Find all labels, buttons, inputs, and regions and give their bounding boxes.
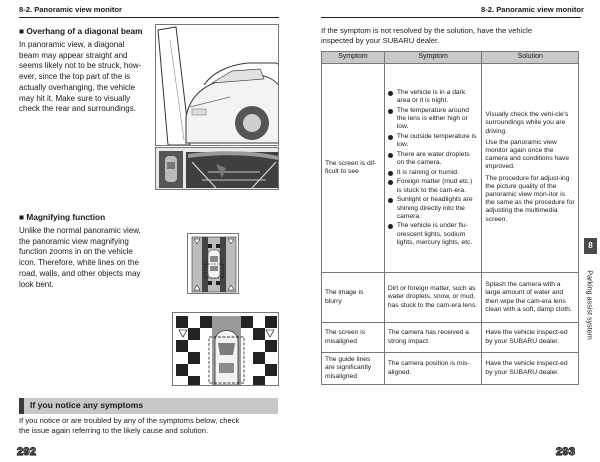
overhang-title-text: Overhang of a diagonal beam <box>26 26 143 36</box>
magnify-line: the panoramic view magnifying <box>19 236 129 246</box>
symptom-cell: The guide lines are significantly misaligned <box>322 353 385 385</box>
solution-paragraph: The procedure for adjust-ing the picture quality of the panoramic view mon-itor is the same as the procedure for adjusting the multimedia screen. <box>485 174 575 223</box>
solution-paragraph: Visually check the vehi-cle's surroundings while you are driving. <box>485 111 569 135</box>
solution-cell <box>482 64 579 273</box>
overhang-line: beam may appear straight and <box>19 50 128 60</box>
notice-line: If you notice or are troubled by any of the symptoms below, check <box>19 416 240 425</box>
chapter-tab: 8 <box>584 238 597 254</box>
diagonal-beam-illustration <box>155 24 279 146</box>
table-row <box>322 64 579 273</box>
magnify-line: icon. Therefore, white lines on the <box>19 258 139 268</box>
table-header-cell: Symptom <box>384 52 482 64</box>
cause-list <box>388 89 479 247</box>
overhang-paragraph <box>19 40 159 115</box>
cause-item: The temperature around the lens is either high or low. <box>388 107 479 132</box>
symptom-cell: The image is blurry <box>322 273 385 323</box>
overhang-line: In panoramic view, a diagonal <box>19 40 125 49</box>
magnify-line: function zooms in on the vehicle <box>19 247 133 257</box>
magnify-section-title: ■ Magnifying function <box>19 212 106 222</box>
cause-item: Sunlight or headlights are shining directly into the camera. <box>388 196 479 221</box>
right-page-header: 8-2. Panoramic view monitor <box>481 5 584 14</box>
magnify-paragraph <box>19 226 164 290</box>
overhang-line: actually overhanging, the vehicle <box>19 82 136 92</box>
notice-section-bar <box>19 398 278 414</box>
intro-line: If the symptom is not resolved by the solution, have the vehicle <box>321 26 533 35</box>
table-row <box>322 323 579 353</box>
cause-cell: The camera position is mis-aligned. <box>384 353 482 385</box>
symptom-cell: The screen is dif-ficult to see <box>322 64 385 273</box>
camera-view-illustration <box>155 147 279 190</box>
cause-item: Foreign matter (mud etc.) is stuck to the cam-era. <box>388 178 479 194</box>
cause-item: The outside temperature is low. <box>388 133 479 149</box>
right-intro-paragraph <box>321 26 583 46</box>
left-page-header: 8-2. Panoramic view monitor <box>19 5 122 14</box>
symptom-cell: The screen is misaligned <box>322 323 385 353</box>
right-header-rule <box>321 17 581 18</box>
cause-cell: The camera has received a strong impact. <box>384 323 482 353</box>
notice-paragraph <box>19 416 281 436</box>
table-header-cell: Solution <box>482 52 579 64</box>
solution-cell: Splash the camera with a large amount of water and then wipe the cam-era lens clean with a soft, damp cloth. <box>482 273 579 323</box>
notice-line: the issue again referring to the likely cause and solution. <box>19 426 209 435</box>
intro-line: inspected by your SUBARU dealer. <box>321 36 440 45</box>
table-row <box>322 273 579 323</box>
cause-cell: Dirt or foreign matter, such as water droplets, snow, or mud, has stuck to the cam-era lens. <box>384 273 482 323</box>
chapter-label: Parking assist system <box>585 270 595 340</box>
table-header-cell: Symptom <box>322 52 385 64</box>
magnify-line: Unlike the normal panoramic view, <box>19 226 141 235</box>
magnify-title-text: Magnifying function <box>26 212 106 222</box>
magnified-view-illustration <box>172 312 279 386</box>
magnify-line: look bent. <box>19 279 54 289</box>
solution-paragraph: Use the panoramic view monitor again once the camera and conditions have improved. <box>485 138 570 171</box>
normal-panoramic-view-illustration <box>187 233 239 294</box>
cause-item: The vehicle is under flu-orescent lights, sodium lights, mercury lights, etc. <box>388 222 479 247</box>
overhang-line: check the rear and surroundings. <box>19 104 136 114</box>
overhang-line: ever, since the top part of the is <box>19 72 131 82</box>
symptom-table <box>321 51 579 385</box>
left-page-number: 292 <box>17 446 37 458</box>
overhang-line: may hit it. Make sure to visually <box>19 93 131 103</box>
solution-cell: Have the vehicle inspect-ed by your SUBARU dealer. <box>482 323 579 353</box>
cause-item: The vehicle is in a dark area or it is night. <box>388 89 479 105</box>
magnify-line: road, walls, and other objects may <box>19 268 141 278</box>
cause-cell <box>384 64 482 273</box>
overhang-section-title: ■ Overhang of a diagonal beam <box>19 26 143 36</box>
solution-cell: Have the vehicle inspect-ed by your SUBARU dealer. <box>482 353 579 385</box>
right-page-number: 293 <box>556 446 576 458</box>
table-header-row <box>322 52 579 64</box>
left-header-rule <box>19 17 279 18</box>
cause-item: There are water droplets on the camera. <box>388 151 479 167</box>
overhang-line: seems likely not to be struck, how- <box>19 61 142 71</box>
table-row <box>322 353 579 385</box>
cause-item: It is raining or humid. <box>388 169 479 177</box>
notice-section-title: If you notice any symptoms <box>30 400 144 410</box>
